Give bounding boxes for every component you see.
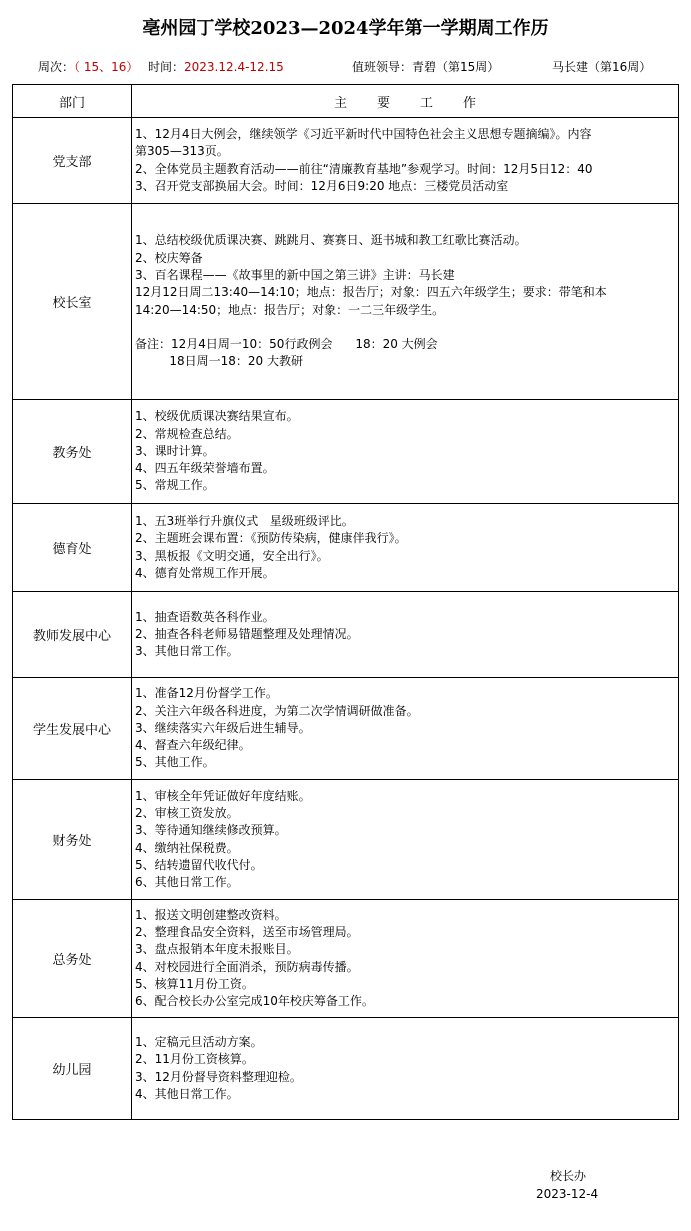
page-title: 亳州园丁学校2023—2024学年第一学期周工作历 xyxy=(142,18,549,39)
duty-leader-second: 马长建（第16周） xyxy=(552,60,652,74)
work-item-line: 2、整理食品安全资料，送至市场管理局。 xyxy=(135,924,359,939)
work-item-line: 5、常规工作。 xyxy=(135,478,215,493)
work-item-line: 3、其他日常工作。 xyxy=(135,644,239,659)
dept-cell: 教师发展中心 xyxy=(13,592,132,678)
dept-header: 部门 xyxy=(13,85,132,118)
work-item-line: 3、12月份督导资料整理迎检。 xyxy=(135,1069,302,1084)
work-item-line: 4、对校园进行全面消杀，预防病毒传播。 xyxy=(135,959,359,974)
work-item-line: 3、盘点报销本年度未报账目。 xyxy=(135,942,299,957)
work-item-line: 3、课时计算。 xyxy=(135,443,215,458)
table-row xyxy=(13,204,679,400)
work-item-line: 2、审核工资发放。 xyxy=(135,805,239,820)
dept-cell: 幼儿园 xyxy=(13,1018,132,1120)
work-item-line: 6、配合校长办公室完成10年校庆筹备工作。 xyxy=(135,994,374,1009)
dept-cell: 教务处 xyxy=(13,400,132,504)
dept-cell: 党支部 xyxy=(13,118,132,204)
work-item-line: 4、缴纳社保税费。 xyxy=(135,840,239,855)
work-item-line: 4、四五年级荣誉墙布置。 xyxy=(135,461,275,476)
work-item-line: 6、其他日常工作。 xyxy=(135,875,239,890)
table-row xyxy=(13,780,679,900)
work-item-line: 1、五3班举行升旗仪式 星级班级评比。 xyxy=(135,513,354,528)
work-item-line: 1、校级优质课决赛结果宣布。 xyxy=(135,409,299,424)
work-content-cell xyxy=(132,780,679,900)
work-item-line: 1、报送文明创建整改资料。 xyxy=(135,907,287,922)
work-item-line: 1、抽查语数英各科作业。 xyxy=(135,609,275,624)
work-item-line: 2、主题班会课布置：《预防传染病，健康伴我行》。 xyxy=(135,531,407,546)
work-item-line: 14:20—14:50；地点：报告厅；对象：一二三年级学生。 xyxy=(135,302,445,317)
work-content-cell xyxy=(132,504,679,592)
work-item-line: 备注：12月4日周一10：50行政例会 18：20 大例会 xyxy=(135,336,438,351)
work-content-cell xyxy=(132,118,679,204)
work-item-line: 18日周一18：20 大教研 xyxy=(135,354,303,369)
work-item-line: 1、总结校级优质课决赛、跳跳月、赛赛日、逛书城和教工红歌比赛活动。 xyxy=(135,233,527,248)
work-content-cell xyxy=(132,204,679,400)
table-row xyxy=(13,118,679,204)
work-item-line: 4、德育处常规工作开展。 xyxy=(135,565,275,580)
work-item-line: 1、准备12月份督学工作。 xyxy=(135,686,278,701)
work-item-line: 2、校庆筹备 xyxy=(135,250,203,265)
week-value: （ 15、16） xyxy=(74,60,139,74)
footer-office: 校长办 xyxy=(550,1169,587,1183)
dept-cell: 财务处 xyxy=(13,780,132,900)
table-row xyxy=(13,900,679,1018)
work-item-line: 第305—313页。 xyxy=(135,144,229,159)
work-item-line: 2、关注六年级各科进度，为第二次学情调研做准备。 xyxy=(135,703,419,718)
table-row xyxy=(13,592,679,678)
work-item-line: 12月12日周二13:40—14:10；地点：报告厅；对象：四五六年级学生；要求：带笔和本 xyxy=(135,285,607,300)
work-item-line: 3、百名课程——《故事里的新中国之第三讲》主讲：马长建 xyxy=(135,268,455,283)
work-item-line: 3、等待通知继续修改预算。 xyxy=(135,823,287,838)
work-item-line: 2、全体党员主题教育活动——前往“清廉教育基地”参观学习。时间：12月5日12：40 xyxy=(135,161,593,176)
table-row xyxy=(13,400,679,504)
work-schedule-table xyxy=(12,84,679,1120)
footer-date: 2023-12-4 xyxy=(536,1187,599,1201)
work-item-line: 1、定稿元旦活动方案。 xyxy=(135,1034,263,1049)
table-row xyxy=(13,678,679,780)
time-value: 2023.12.4-12.15 xyxy=(184,60,284,74)
work-content-cell xyxy=(132,400,679,504)
dept-cell: 总务处 xyxy=(13,900,132,1018)
week-info xyxy=(38,58,138,75)
work-item-line: 2、常规检查总结。 xyxy=(135,426,239,441)
work-item-line: 3、继续落实六年级后进生辅导。 xyxy=(135,720,311,735)
work-item-line: 5、结转遗留代收代付。 xyxy=(135,857,263,872)
work-item-line: 4、其他日常工作。 xyxy=(135,1086,239,1101)
work-content-cell xyxy=(132,678,679,780)
work-item-line: 5、其他工作。 xyxy=(135,755,215,770)
work-item-line: 3、召开党支部换届大会。时间：12月6日9:20 地点：三楼党员活动室 xyxy=(135,178,509,193)
work-content-cell xyxy=(132,592,679,678)
main-work-header: 主要工作 xyxy=(132,85,679,118)
table-row xyxy=(13,1018,679,1120)
work-item-line: 2、11月份工资核算。 xyxy=(135,1052,254,1067)
table-row xyxy=(13,504,679,592)
work-content-cell xyxy=(132,1018,679,1120)
work-item-line: 4、督查六年级纪律。 xyxy=(135,738,251,753)
work-content-cell xyxy=(132,900,679,1018)
work-item-line xyxy=(135,319,674,336)
work-item-line: 2、抽查各科老师易错题整理及处理情况。 xyxy=(135,626,359,641)
work-item-line: 1、12月4日大例会，继续领学《习近平新时代中国特色社会主义思想专题摘编》。内容 xyxy=(135,126,592,141)
time-label: 时间： xyxy=(148,60,185,74)
work-item-line: 5、核算11月份工资。 xyxy=(135,976,254,991)
week-label: 周次： xyxy=(38,60,75,74)
table-header-row xyxy=(13,85,679,118)
duty-leader: 值班领导：青碧（第15周） xyxy=(352,60,500,74)
dept-cell: 德育处 xyxy=(13,504,132,592)
work-item-line: 1、审核全年凭证做好年度结账。 xyxy=(135,788,311,803)
time-info xyxy=(148,58,284,75)
work-item-line: 3、黑板报《文明交通，安全出行》。 xyxy=(135,548,329,563)
dept-cell: 校长室 xyxy=(13,204,132,400)
dept-cell: 学生发展中心 xyxy=(13,678,132,780)
